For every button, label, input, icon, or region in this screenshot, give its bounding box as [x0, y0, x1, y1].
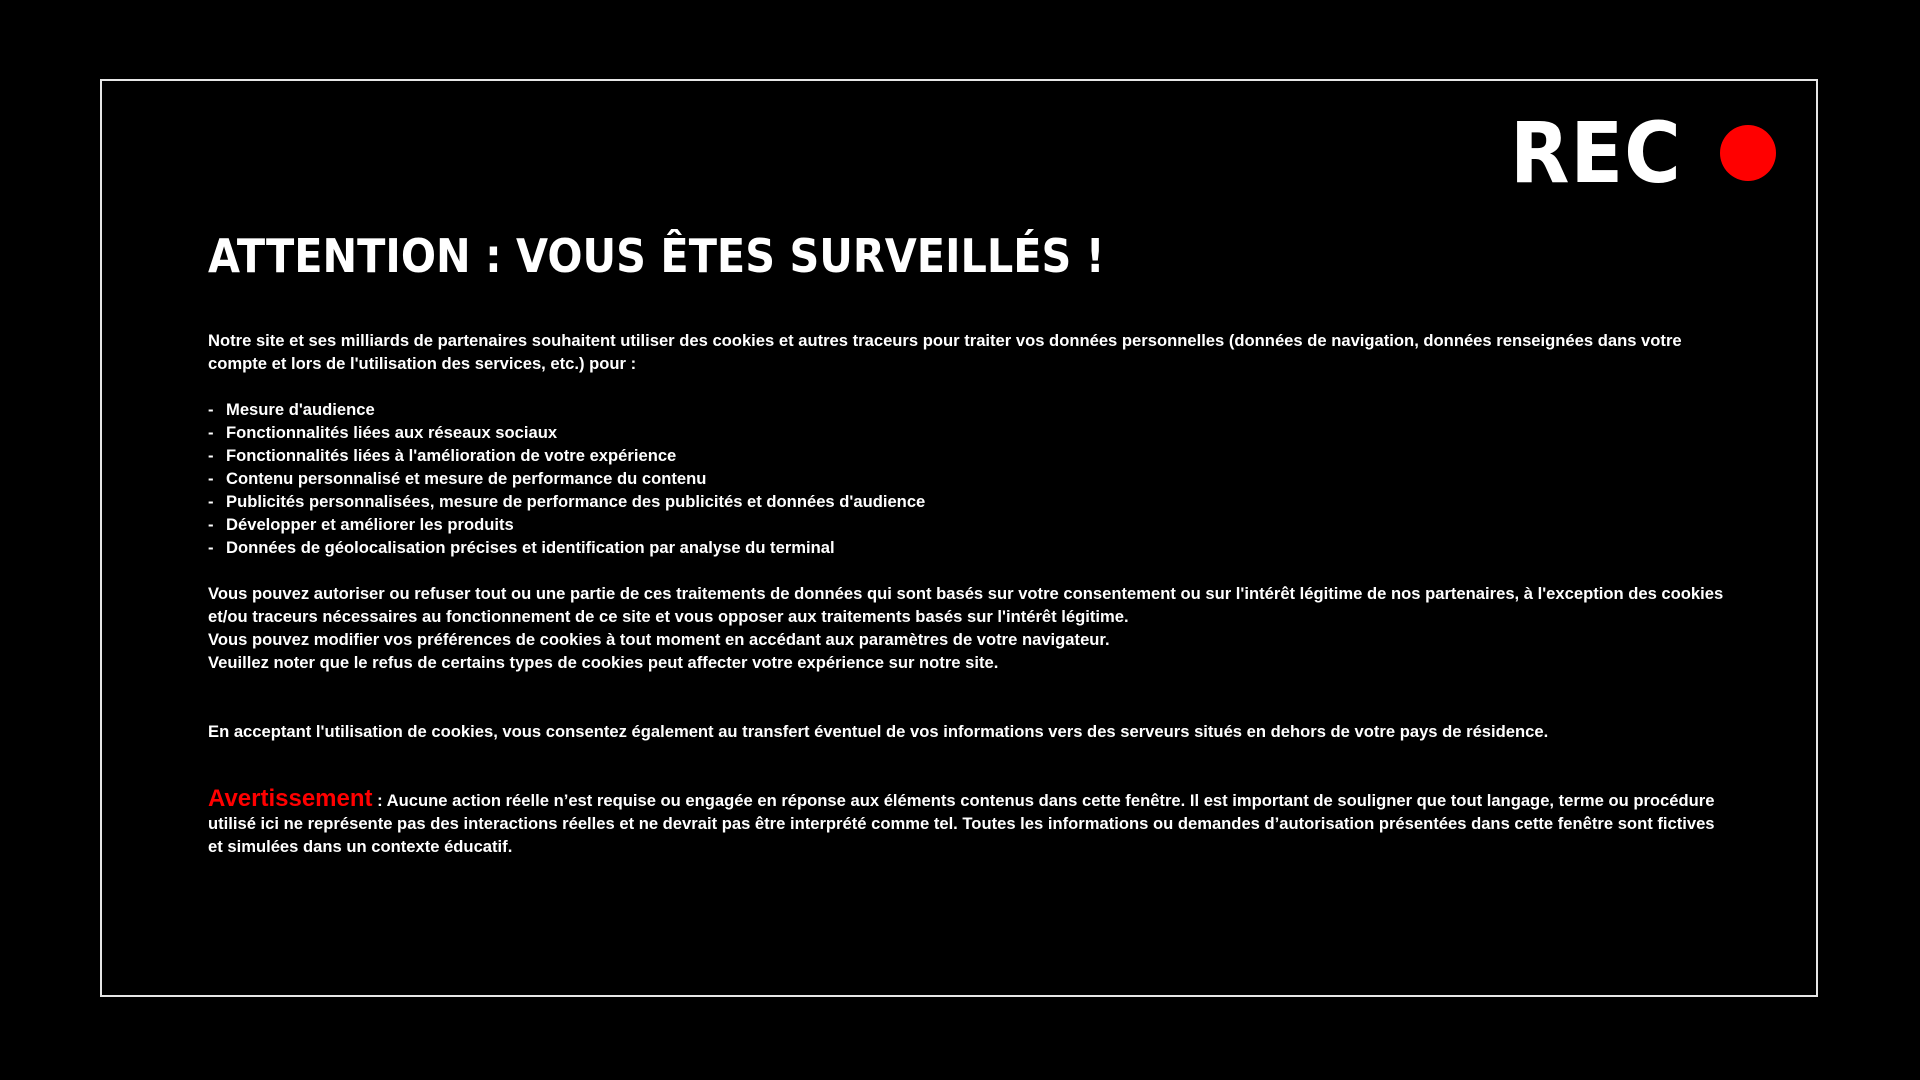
list-item: - Publicités personnalisées, mesure de performance des publicités et données d'audience: [208, 492, 926, 511]
list-item: - Fonctionnalités liées à l'amélioration de votre expérience: [208, 446, 677, 465]
page-title: ATTENTION : VOUS ÊTES SURVEILLÉS !: [208, 229, 1105, 283]
transfer-paragraph: En acceptant l'utilisation de cookies, vous consentez également au transfert éventuel de vos informations vers des serveurs situés en dehors de votre pays de résidence.: [208, 722, 1549, 741]
rec-label: REC: [1510, 104, 1682, 202]
record-dot-icon: [1720, 125, 1776, 181]
recording-indicator: [1495, 104, 1776, 202]
list-item: - Contenu personnalisé et mesure de performance du contenu: [208, 469, 707, 488]
warning-paragraph: [208, 787, 1728, 858]
warning-label: Avertissement: [208, 785, 373, 812]
list-item: - Mesure d'audience: [208, 400, 375, 419]
list-item: - Fonctionnalités liées aux réseaux sociaux: [208, 423, 558, 442]
intro-paragraph: Notre site et ses milliards de partenaires souhaitent utiliser des cookies et autres traceurs pour traiter vos données personnelles (données de navigation, données renseignées dans votre compte et lors de l'utilisation des services, etc.) pour :: [208, 331, 1682, 373]
purpose-list: [208, 398, 1728, 559]
list-item: - Données de géolocalisation précises et identification par analyse du terminal: [208, 538, 835, 557]
notice-body: [208, 329, 1728, 858]
warning-text: : Aucune action réelle n’est requise ou engagée en réponse aux éléments contenus dans cette fenêtre. Il est important de souligner que tout langage, terme ou procédure utilisé ici ne représente pas des interactions réelles et ne devrait pas être interprété comme tel. Toutes les informations ou demandes d’autorisation présentées dans cette fenêtre sont fictives et simulées dans un contexte éducatif.: [208, 791, 1715, 856]
consent-paragraph: Vous pouvez autoriser ou refuser tout ou une partie de ces traitements de données qui sont basés sur votre consentement ou sur l'intérêt légitime de nos partenaires, à l'exception des cookies et/ou traceurs nécessaires au fonctionnement de ce site et vous opposer aux traitements basés sur l'intérêt légitime.: [208, 584, 1724, 626]
notice-content: [208, 229, 1728, 858]
preferences-paragraph: Vous pouvez modifier vos préférences de cookies à tout moment en accédant aux paramètres de votre navigateur.: [208, 630, 1110, 649]
notice-frame: [100, 79, 1818, 997]
refusal-paragraph: Veuillez noter que le refus de certains types de cookies peut affecter votre expérience sur notre site.: [208, 653, 999, 672]
list-item: - Développer et améliorer les produits: [208, 515, 514, 534]
